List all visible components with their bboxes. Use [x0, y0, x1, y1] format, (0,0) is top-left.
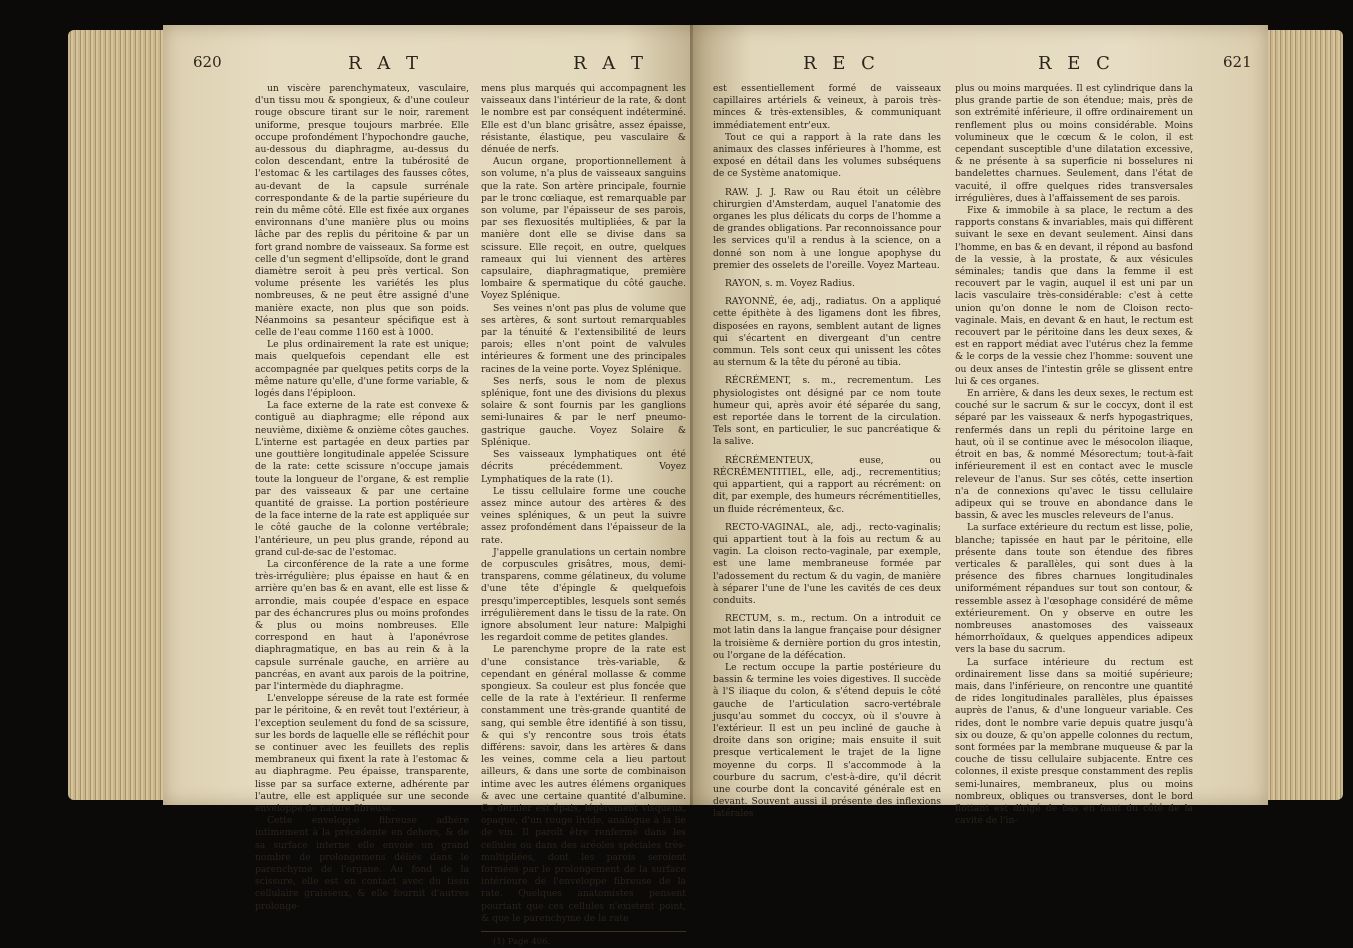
right-column-1 — [713, 83, 941, 820]
entry-raw: RAW. J. J. Raw ou Rau étoit un célèbre chirurgien d'Amsterdam, auquel l'anatomie des organes les plus délicats du corps de l'homme a de grandes obligations. Par reconnoissance pour les services qu'il a rendus à la science, on a donné son nom à une longue apophyse du premier des osselets de l'oreille. Voyez Marteau. — [713, 186, 941, 271]
entry-recto-vaginal: RECTO-VAGINAL, ale, adj., recto-vaginalis; qui appartient tout à la fois au rectum & au vagin. La cloison recto-vaginale, par exemple, est une lame membraneuse formée par l'adossement du rectum & du vagin, de manière à séparer l'une de l'une les cavités de ces deux conduits. — [713, 521, 941, 606]
right-page-number: 621 — [1223, 53, 1252, 71]
paragraph: Fixe & immobile à sa place, le rectum a des rapports constans & invariables, mais qui diffèrent suivant le sexe en devant seulement. Ainsi dans l'homme, en bas & en devant, il répond au basfond de la vessie, à la prostate, & aux vésicules séminales; tandis que dans la femme il est recouvert par le vagin, auquel il est uni par un lacis vasculaire très-considérable: c'est à cette union qu'on donne le nom de Cloison recto-vaginale. Mais, en devant & en haut, le rectum est recouvert par le péritoine dans les deux sexes, & est en rapport médiat avec l'utérus chez la femme & le corps de la vessie chez l'homme: souvent une ou deux anses de l'intestin grêle se glissent entre lui & ces organes. — [955, 205, 1193, 387]
right-column-2 — [955, 83, 1193, 827]
paragraph: mens plus marqués qui accompagnent les vaisseaux dans l'intérieur de la rate, & dont le nombre est par conséquent indéterminé. Elle est d'un blanc grisâtre, assez épaisse, résistante, élastique, peu vasculaire & dénuée de nerfs. — [481, 83, 686, 156]
paragraph: plus ou moins marquées. Il est cylindrique dans la plus grande partie de son étendue; mais, près de son extrémité inférieure, il offre ordinairement un renflement plus ou moins considérable. Moins volumineux que le cœcum & le colon, il est cependant susceptible d'une dilatation excessive, & ne présente à sa superficie ni bosselures ni bandelettes charnues. Seulement, dans l'état de vacuité, il offre quelques rides transversales irrégulières, dues à l'affaissement de ses parois. — [955, 83, 1193, 204]
left-running-head-2: R A T — [573, 53, 649, 74]
paragraph: J'appelle granulations un certain nombre de corpuscules grisâtres, mous, demi-transparens, comme gélatineux, du volume d'une tête d'épingle & quelquefois presqu'imperceptibles, lesquels sont semés irrégulièrement dans le tissu de la rate. On ignore absolument leur nature: Malpighi les regardoit comme de petites glandes. — [481, 546, 686, 644]
paragraph: Ses vaisseaux lymphatiques ont été décrits précédemment. Voyez Lymphatiques de la rate (1). — [481, 449, 686, 485]
paragraph: Aucun organe, proportionnellement à son volume, n'a plus de vaisseaux sanguins que la rate. Son artère principale, fournie par le tronc cœliaque, est remarquable par son volume, par l'épaisseur de ses parois, par ses flexuosités multipliées, & par la manière dont elle se divise dans sa scissure. Elle reçoit, en outre, quelques rameaux qui lui viennent des artères capsulaire, diaphragmatique, première lombaire & spermatique du côté gauche. Voyez Splénique. — [481, 156, 686, 302]
paragraph: un viscère parenchymateux, vasculaire, d'un tissu mou & spongieux, & d'une couleur rouge obscure tirant sur le noir, rarement uniforme, presque toujours marbrée. Elle occupe profondément l'hypochondre gauche, au-dessous du diaphragme, au-dessus du colon descendant, entre la tubérosité de l'estomac & les cartilages des fausses côtes, au-devant de la capsule surrénale correspondante & de la partie supérieure du rein du même côté. Elle est fixée aux organes environnans d'une manière plus ou moins lâche par des replis du péritoine & par un fort grand nombre de vaisseaux. Sa forme est celle d'un segment d'ellipsoïde, dont le grand diamètre seroit à peu près vertical. Son volume présente les variétés les plus nombreuses, & ne peut être assigné d'une manière exacte, non plus que son poids. Néanmoins sa pesanteur spécifique est à celle de l'eau comme 1160 est à 1000. — [255, 83, 469, 339]
paragraph: La circonférence de la rate a une forme très-irrégulière; plus épaisse en haut & en arrière qu'en bas & en avant, elle est lisse & arrondie, mais coupée d'espace en espace par des échancrures plus ou moins profondes & plus ou moins nombreuses. Elle correspond en haut à l'aponévrose diaphragmatique, en bas au rein & à la capsule surrénale gauche, en arrière au pancréas, en avant aux parois de la poitrine, par l'intermède du diaphragme. — [255, 558, 469, 692]
entry-recrement: RÉCRÉMENT, s. m., recrementum. Les physiologistes ont désigné par ce nom toute humeur qui, après avoir été séparée du sang, est reportée dans le torrent de la circulation. Tels sont, en particulier, le suc pancréatique & la salive. — [713, 375, 941, 448]
paragraph: La surface extérieure du rectum est lisse, polie, blanche; tapissée en haut par le péritoine, elle présente dans toute son étendue des fibres verticales & parallèles, qui sont dues à la présence des fibres charnues longitudinales uniformément répandues sur tout son contour, & ressemble assez à l'œsophage considéré de même extérieurement. On y observe en outre les nombreuses anastomoses des vaisseaux hémorrhoïdaux, & quelques appendices adipeux vers la base du sacrum. — [955, 522, 1193, 656]
footnote-rule — [481, 931, 686, 932]
paragraph: La surface intérieure du rectum est ordinairement lisse dans sa moitié supérieure; mais, dans l'inférieure, on rencontre une quantité de rides longitudinales parallèles, plus épaisses auprès de l'anus, & d'une longueur variable. Ces rides, dont le nombre varie depuis quatre jusqu'à six ou douze, & qu'on appelle colonnes du rectum, sont formées par la membrane muqueuse & par la couche de tissu cellulaire subjacente. Entre ces colonnes, il existe presque constamment des replis semi-lunaires, membraneux, plus ou moins nombreux, obliques ou transverses, dont le bord flottant est dirigé de bas en haut du côté de la cavité de l'in- — [955, 656, 1193, 827]
right-running-head-2: R E C — [1038, 53, 1115, 74]
left-page-number: 620 — [193, 53, 222, 71]
entry-rectum: RECTUM, s. m., rectum. On a introduit ce mot latin dans la langue française pour désigner la troisième & dernière portion du gros intestin, ou l'organe de la défécation. — [713, 613, 941, 661]
paragraph: est essentiellement formé de vaisseaux capillaires artériels & veineux, à parois très-minces & très-extensibles, & communiquant immédiatement entr'eux. — [713, 83, 941, 131]
left-running-head-1: R A T — [348, 53, 424, 74]
paragraph: La face externe de la rate est convexe & contiguë au diaphragme; elle répond aux neuvième, dixième & onzième côtes gauches. L'interne est partagée en deux parties par une gouttière longitudinale appelée Scissure de la rate: cette scissure n'occupe jamais toute la longueur de l'organe, & est remplie par des vaisseaux & par une certaine quantité de graisse. La portion postérieure de la face interne de la rate est appliquée sur le côté gauche de la colonne vertébrale; l'antérieure, un peu plus grande, répond au grand cul-de-sac de l'estomac. — [255, 400, 469, 558]
left-column-1 — [255, 83, 469, 912]
paragraph: En arrière, & dans les deux sexes, le rectum est couché sur le sacrum & sur le coccyx, dont il est séparé par les vaisseaux & nerfs hypogastriques, renfermés dans un repli du péritoine large en haut, où il se continue avec le mésocolon iliaque, étroit en bas, & nommé Mésorectum; tout-à-fait inférieurement il est en contact avec le muscle releveur de l'anus. Sur ses côtés, cette insertion n'a de connexions qu'avec le tissu cellulaire adipeux qui se trouve en abondance dans le bassin, & avec les muscles releveurs de l'anus. — [955, 388, 1193, 522]
paragraph: Tout ce qui a rapport à la rate dans les animaux des classes inférieures à l'homme, est exposé en détail dans les volumes subséquens de ce Système anatomique. — [713, 131, 941, 180]
paragraph: Le plus ordinairement la rate est unique; mais quelquefois cependant elle est accompagnée par quelques petits corps de la même nature qu'elle, d'une forme variable, & logés dans l'épiploon. — [255, 339, 469, 400]
entry-recrementeux: RÉCRÉMENTEUX, euse, ou RÉCRÉMENTITIEL, elle, adj., recrementitius; qui appartient, qui a rapport au récrément: on dit, par exemple, des humeurs récrémentitielles, un fluide récrémenteux, &c. — [713, 454, 941, 515]
paragraph: Cette enveloppe fibreuse adhère intimement à la précédente en dehors, & de sa surface interne elle envoie un grand nombre de prolongemens déliés dans le parenchyme de l'organe. Au fond de la scissure, elle est en contact avec du tissu cellulaire graisseux, & elle fournit d'autres prolonge- — [255, 815, 469, 912]
left-page — [163, 25, 708, 948]
paragraph: Le rectum occupe la partie postérieure du bassin & termine les voies digestives. Il succède à l'S iliaque du colon, & s'étend depuis le côté gauche de l'articulation sacro-vertébrale jusqu'au sommet du coccyx, où il s'ouvre à l'extérieur. Il est un peu incliné de gauche à droite dans son origine; mais ensuite il suit presque verticalement le trajet de la ligne moyenne du corps. Il s'accommode à la courbure du sacrum, c'est-à-dire, qu'il décrit une courbe dont la concavité générale est en devant. Souvent aussi il présente des inflexions latérales — [713, 661, 941, 820]
paragraph: L'enveloppe séreuse de la rate est formée par le péritoine, & en revêt tout l'extérieur, à l'exception seulement du fond de sa scissure, sur les bords de laquelle elle se réfléchit pour se continuer avec les feuillets des replis membraneux qui fixent la rate à l'estomac & au diaphragme. Peu épaisse, transparente, lisse par sa surface externe, adhérente par l'autre, elle est appliquée sur une seconde enveloppe de nature fibreuse. — [255, 693, 469, 814]
entry-rayonne: RAYONNÉ, ée, adj., radiatus. On a appliqué cette épithète à des ligamens dont les fibres, disposées en rayons, semblent autant de lignes qui s'écartent en divergeant d'un centre commun. Tels sont ceux qui unissent les côtes au sternum & la tête du péroné au tibia. — [713, 296, 941, 369]
paragraph: Ses nerfs, sous le nom de plexus splénique, font une des divisions du plexus solaire & sont fournis par les ganglions semi-lunaires & par le nerf pneumo-gastrique gauche. Voyez Solaire & Splénique. — [481, 375, 686, 448]
left-page-edges — [68, 30, 168, 800]
left-column-2 — [481, 83, 686, 948]
right-page-edges — [1263, 30, 1343, 800]
right-page — [693, 25, 1268, 827]
paragraph: Le tissu cellulaire forme une couche assez mince autour des artères & des veines spléniques, & un peut la suivre assez profondément dans l'épaisseur de la rate. — [481, 485, 686, 546]
paragraph: Ses veines n'ont pas plus de volume que ses artères, & sont surtout remarquables par la ténuité & l'extensibilité de leurs parois; elles n'ont point de valvules intérieures & forment une des principales racines de la veine porte. Voyez Splénique. — [481, 302, 686, 375]
open-book — [8, 0, 1348, 948]
paragraph: Le parenchyme propre de la rate est d'une consistance très-variable, & cependant en général mollasse & comme spongieux. Sa couleur est plus foncée que celle de la rate à l'extérieur. Il renferme constamment une très-grande quantité de sang, qui semble être identifié à son tissu, & qui s'y rencontre sous trois états différens: savoir, dans les artères & dans les veines, comme cela a lieu partout ailleurs, & dans une sorte de combinaison intime avec les autres élémens organiques & avec une certaine quantité d'albumine. Ce dernier est épais, légèrement visqueux, opaque, d'un rouge livide, analogue à la lie de vin. Il paroît être renfermé dans les cellules ou dans des aréoles spéciales très-multipliées, dont les parois seroient formées par le prolongement de la surface intérieure de l'enveloppe fibreuse de la rate. Quelques anatomistes pensent pourtant que ces cellules n'existent point, & que le parenchyme de la rate — [481, 644, 686, 924]
footnote: (1) Page 406. — [493, 937, 551, 948]
entry-rayon: RAYON, s. m. Voyez Radius. — [725, 278, 855, 290]
right-running-head-1: R E C — [803, 53, 880, 74]
